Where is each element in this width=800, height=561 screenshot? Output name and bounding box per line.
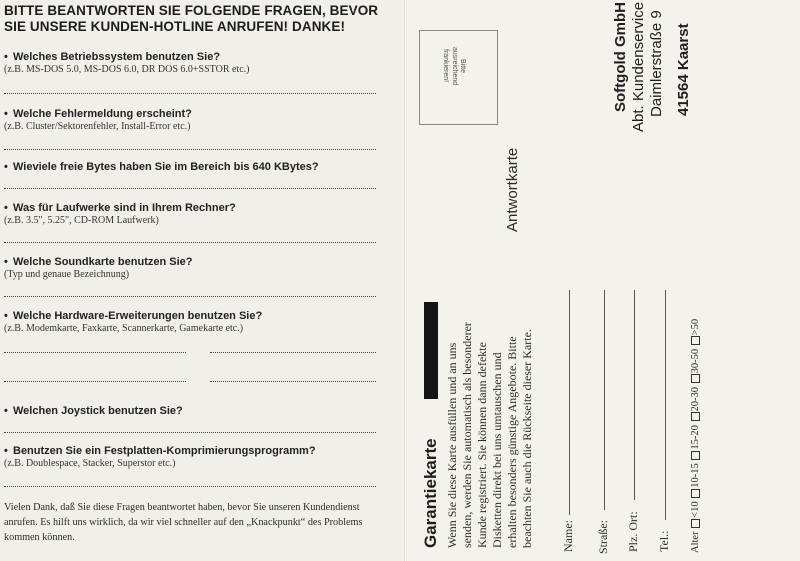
stamp-box — [419, 30, 498, 125]
address-city: 41564 Kaarst — [675, 23, 692, 116]
question-title: • Was für Laufwerke sind in Ihrem Rechner? — [4, 202, 236, 214]
question-hint: (z.B. Doublespace, Stacker, Superstor etc.) — [4, 458, 176, 469]
age-option: <10 — [690, 501, 701, 518]
field-label-name: Name: — [561, 520, 575, 552]
address-street: Daimlerstraße 9 — [648, 10, 665, 117]
answer-line-memory[interactable] — [4, 188, 376, 189]
age-option: 15-20 — [690, 425, 701, 450]
stamp-text-line: ausreichend — [451, 47, 458, 86]
age-option: 10-15 — [690, 463, 701, 488]
garantie-line-1: Wenn Sie diese Karte ausfüllen und an uns — [445, 342, 459, 548]
answer-line-soundcard[interactable] — [4, 296, 376, 297]
question-hint: (z.B. MS-DOS 5.0, MS-DOS 6.0, DR DOS 6.0+SSTOR etc.) — [4, 64, 250, 75]
age-checkbox[interactable] — [691, 374, 700, 383]
garantie-line-3: Kunde registriert. Sie können dann defekte — [475, 342, 489, 548]
field-label-ort: Plz. Ort: — [626, 511, 640, 552]
question-compression — [4, 445, 394, 470]
age-option: 30-50 — [690, 348, 701, 374]
question-title: • Benutzen Sie ein Festplatten-Komprimierungsprogramm? — [4, 445, 316, 457]
garantie-line-5: erhalten besonders günstige Angebote. Bitte — [505, 336, 519, 548]
question-hardware — [4, 310, 394, 335]
garantie-black-bar — [424, 302, 438, 399]
question-hint: (z.B. 3.5", 5.25", CD-ROM Laufwerk) — [4, 215, 159, 226]
age-option: 20-30 — [690, 387, 701, 412]
question-os — [4, 51, 394, 76]
garantie-line-2: senden, werden Sie automatisch als besonderer — [460, 322, 474, 548]
answer-line-drives[interactable] — [4, 242, 376, 243]
question-soundcard — [4, 256, 394, 281]
answer-line-hardware-3[interactable] — [4, 381, 186, 382]
age-checkbox[interactable] — [691, 336, 700, 345]
age-checkbox[interactable] — [691, 413, 700, 422]
question-drives — [4, 202, 394, 227]
answer-line-hardware-2[interactable] — [210, 352, 376, 353]
stamp-text-line: Bitte — [459, 59, 466, 74]
answer-line-joystick[interactable] — [4, 432, 376, 433]
age-checkbox[interactable] — [691, 519, 700, 528]
age-label: Alter — [690, 531, 701, 553]
question-title: • Welchen Joystick benutzen Sie? — [4, 405, 183, 417]
age-option: >50 — [690, 318, 701, 336]
question-title: • Welches Betriebssystem benutzen Sie? — [4, 51, 221, 63]
answer-line-compression[interactable] — [4, 486, 376, 487]
field-label-tel: Tel.: — [657, 530, 671, 552]
address-company: Softgold GmbH — [612, 2, 629, 112]
answer-line-error[interactable] — [4, 149, 376, 150]
garantie-title: Garantiekarte — [421, 438, 440, 548]
age-checkbox[interactable] — [691, 489, 700, 498]
answer-line-os[interactable] — [4, 93, 376, 94]
closing-text: Vielen Dank, daß Sie diese Fragen beantwortet haben, bevor Sie unseren Kundendienst anrufen. Es hilft uns wirklich, da wir viel schneller auf den „Knackpunkt“ des Problems kommen können. — [4, 502, 363, 543]
question-hint: (z.B. Modemkarte, Faxkarte, Scannerkarte, Gamekarte etc.) — [4, 323, 244, 334]
field-line-name[interactable] — [569, 290, 570, 515]
field-line-ort[interactable] — [634, 290, 635, 500]
question-hint: (Typ und genaue Bezeichnung) — [4, 269, 130, 280]
age-row — [690, 319, 701, 553]
question-title: • Welche Soundkarte benutzen Sie? — [4, 256, 193, 268]
question-hint: (z.B. Cluster/Sektorenfehler, Install-Error etc.) — [4, 121, 191, 132]
answer-line-hardware-1[interactable] — [4, 352, 186, 353]
question-title: • Welche Hardware-Erweiterungen benutzen Sie? — [4, 310, 263, 322]
question-title: • Welche Fehlermeldung erscheint? — [4, 108, 192, 120]
question-memory — [4, 161, 394, 174]
field-line-strasse[interactable] — [604, 290, 605, 510]
address-department: Abt. Kundenservice — [630, 1, 647, 132]
question-joystick — [4, 405, 394, 418]
antwortkarte-label: Antwortkarte — [504, 147, 521, 232]
garantie-line-6: beachten Sie auch die Rückseite dieser Karte. — [520, 329, 534, 548]
garantie-line-4: Disketten direkt bei uns umtauschen und — [490, 352, 504, 548]
question-error — [4, 108, 394, 133]
headline: BITTE BEANTWORTEN SIE FOLGENDE FRAGEN, BEVOR SIE UNSERE KUNDEN-HOTLINE ANRUFEN! DANKE! — [4, 3, 379, 34]
field-line-tel[interactable] — [665, 290, 666, 520]
age-checkbox[interactable] — [691, 451, 700, 460]
question-title: • Wieviele freie Bytes haben Sie im Bereich bis 640 KBytes? — [4, 161, 319, 173]
answer-line-hardware-4[interactable] — [210, 381, 376, 382]
stamp-text-line: frankieren! — [442, 49, 449, 83]
field-label-strasse: Straße: — [596, 520, 610, 554]
